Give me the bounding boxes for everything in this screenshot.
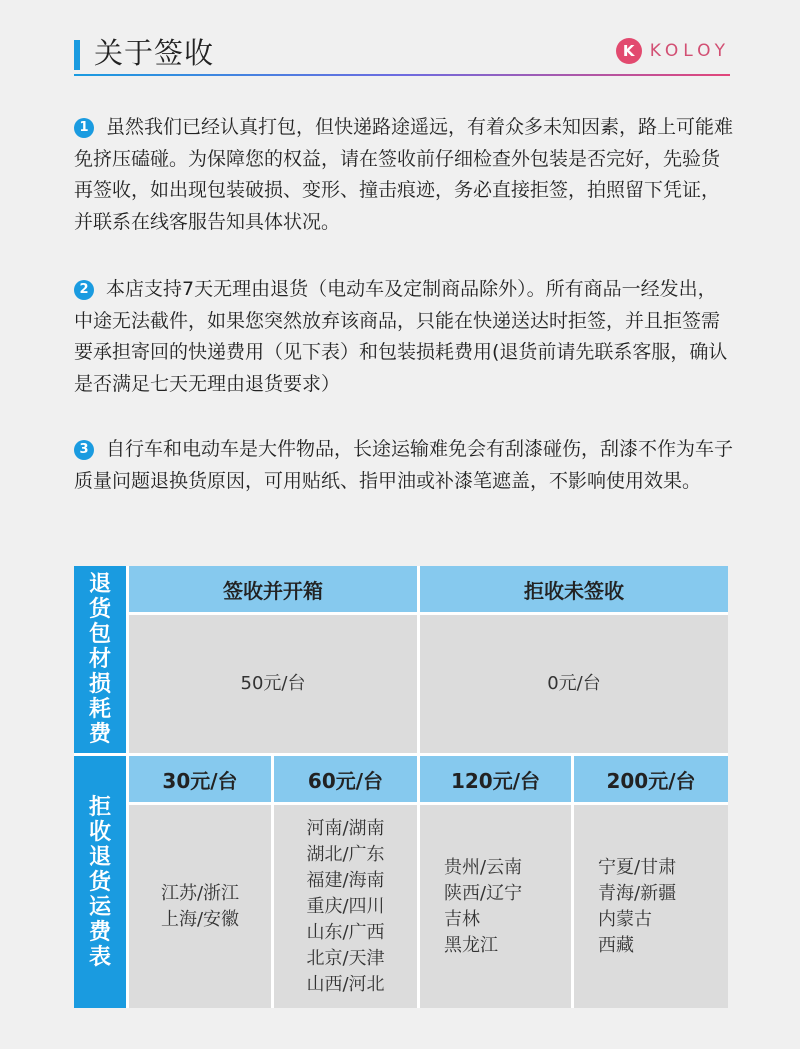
region-line: 陕西/辽宁 — [444, 882, 523, 904]
note-2-text: 本店支持7天无理由退货（电动车及定制商品除外）。所有商品一经发出，中途无法截件，如果您突然放弃该商品，只能在快递送达时拒签，并且拒签需要承担寄回的快递费用（见下表）和包装损耗费用(退货前请先联系客服，确认是否满足七天无理由退货要求） — [74, 278, 728, 395]
page-title: 关于签收 — [94, 36, 215, 70]
region-line: 青海/新疆 — [598, 882, 677, 904]
note-1-text: 虽然我们已经认真打包，但快递路途遥远，有着众多未知因素，路上可能难免挤压磕碰。为保障您的权益，请在签收前仔细检查外包装是否完好，先验货再签收，如出现包装破损、变形、撞击痕迹，务必直接拒签，拍照留下凭证，并联系在线客服告知具体状况。 — [74, 116, 734, 233]
region-line: 江苏/浙江 — [160, 882, 240, 904]
region-line: 湖北/广东 — [306, 843, 385, 865]
regions-120 — [420, 805, 571, 1008]
region-line: 山西/河北 — [306, 973, 385, 995]
logo-text: KOLOY — [649, 41, 730, 61]
brand-logo — [616, 38, 730, 64]
note-2 — [74, 274, 734, 400]
signed-opened-header: 签收并开箱 — [129, 566, 417, 612]
region-line: 吉林 — [444, 908, 480, 930]
region-line: 福建/海南 — [306, 869, 385, 891]
region-line: 重庆/四川 — [306, 895, 385, 917]
region-line: 河南/湖南 — [306, 817, 385, 839]
regions-60 — [274, 805, 417, 1008]
header-divider — [74, 74, 730, 76]
note-3-text: 自行车和电动车是大件物品，长途运输难免会有刮漆碰伤，刮漆不作为车子质量问题退换货原因，可用贴纸、指甲油或补漆笔遮盖，不影响使用效果。 — [74, 438, 734, 492]
region-line: 北京/天津 — [306, 947, 385, 969]
title-accent-bar — [74, 40, 80, 70]
signed-opened-fee: 50元/台 — [129, 615, 417, 753]
region-line: 山东/广西 — [306, 921, 385, 943]
region-line: 上海/安徽 — [160, 908, 240, 930]
region-line: 内蒙古 — [598, 908, 652, 930]
regions-200 — [574, 805, 728, 1008]
number-badge-2: 2 — [74, 280, 94, 300]
price-header-200: 200元/台 — [574, 756, 728, 802]
note-1 — [74, 112, 734, 238]
region-line: 黑龙江 — [444, 934, 498, 956]
page-header — [74, 30, 730, 76]
number-badge-1: 1 — [74, 118, 94, 138]
region-line: 贵州/云南 — [444, 856, 523, 878]
return-shipping-label: 拒 收 退 货 运 费 表 — [74, 756, 126, 1008]
price-header-30: 30元/台 — [129, 756, 271, 802]
rejected-header: 拒收未签收 — [420, 566, 728, 612]
price-header-120: 120元/台 — [420, 756, 571, 802]
packaging-fee-label: 退 货 包 材 损 耗 费 — [74, 566, 126, 753]
rejected-fee: 0元/台 — [420, 615, 728, 753]
price-header-60: 60元/台 — [274, 756, 417, 802]
regions-30 — [129, 805, 271, 1008]
note-3 — [74, 434, 734, 497]
number-badge-3: 3 — [74, 440, 94, 460]
region-line: 西藏 — [598, 934, 634, 956]
logo-k-icon: K — [616, 38, 642, 64]
fee-table — [74, 566, 728, 1008]
region-line: 宁夏/甘肃 — [598, 856, 677, 878]
